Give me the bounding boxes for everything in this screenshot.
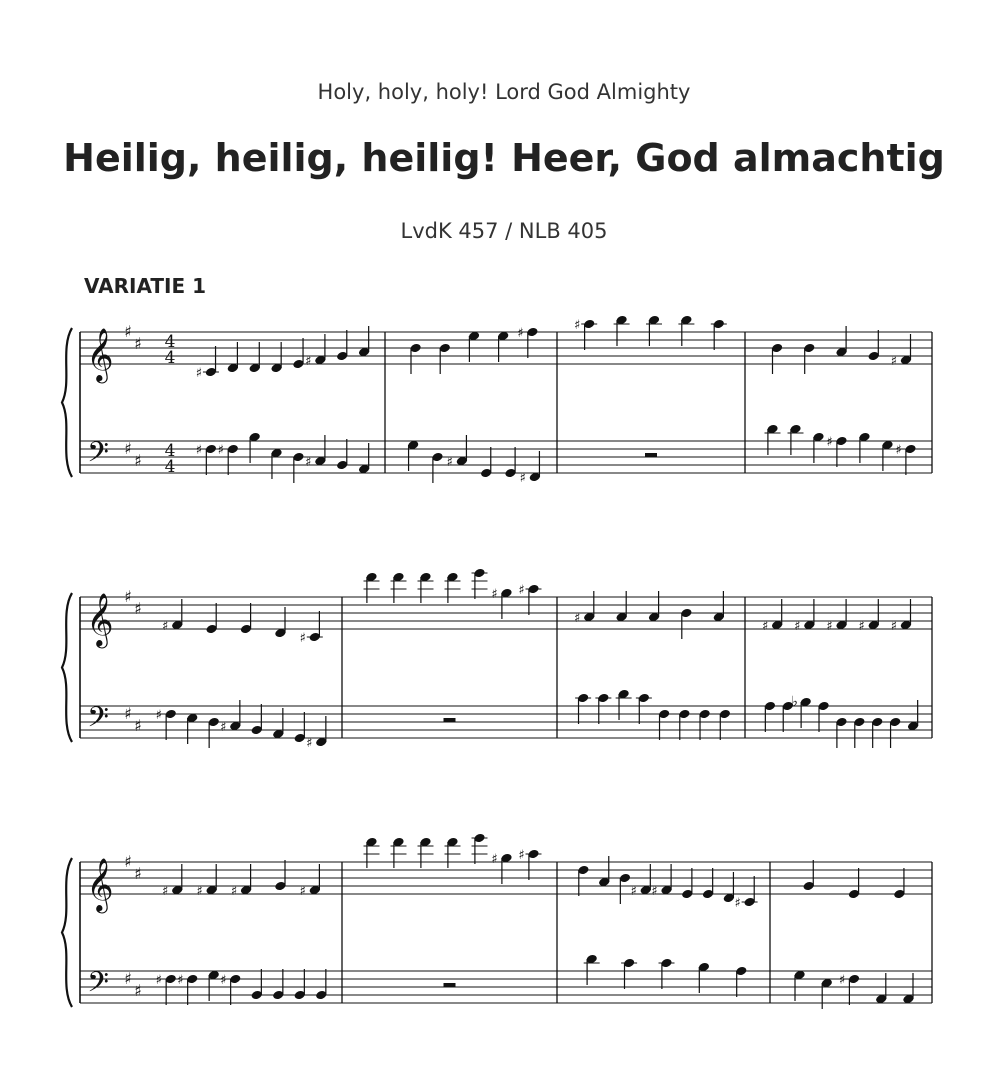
sharp-accidental-icon: ♯ xyxy=(220,720,227,735)
sharp-accidental-icon: ♯ xyxy=(220,973,227,988)
whole-rest xyxy=(444,983,456,987)
sharp-accidental-icon: ♯ xyxy=(195,443,203,458)
sharp-accidental-icon: ♯ xyxy=(519,471,526,486)
time-signature-numerator: 4 xyxy=(164,441,176,461)
key-signature-sharp-icon: ♯ xyxy=(134,599,142,618)
key-signature-sharp-icon: ♯ xyxy=(134,334,142,353)
key-signature-sharp-icon: ♯ xyxy=(134,864,142,883)
sharp-accidental-icon: ♯ xyxy=(651,884,658,899)
key-signature-sharp-icon: ♯ xyxy=(124,587,132,606)
sharp-accidental-icon: ♯ xyxy=(574,318,581,333)
sharp-accidental-icon: ♯ xyxy=(826,435,833,450)
sharp-accidental-icon: ♯ xyxy=(155,973,162,988)
brace xyxy=(62,328,72,477)
brace xyxy=(62,858,72,1007)
treble-clef-icon: 𝄞 xyxy=(86,327,114,381)
sharp-accidental-icon: ♯ xyxy=(491,852,498,867)
sharp-accidental-icon: ♯ xyxy=(890,619,898,634)
time-signature-numerator: 4 xyxy=(164,332,176,352)
sharp-accidental-icon: ♯ xyxy=(306,736,313,751)
key-signature-sharp-icon: ♯ xyxy=(134,716,142,735)
bass-clef-icon: 𝄢 xyxy=(87,701,109,741)
time-signature-denominator: 4 xyxy=(164,348,176,368)
hymn-reference: LvdK 457 / NLB 405 xyxy=(400,219,608,243)
sharp-accidental-icon: ♯ xyxy=(230,884,238,899)
sharp-accidental-icon: ♯ xyxy=(517,326,524,341)
time-signature-denominator: 4 xyxy=(164,457,176,477)
sharp-accidental-icon: ♯ xyxy=(155,708,162,723)
sharp-accidental-icon: ♯ xyxy=(305,354,312,369)
sharp-accidental-icon: ♯ xyxy=(446,455,453,470)
whole-rest xyxy=(645,453,657,457)
sharp-accidental-icon: ♯ xyxy=(761,619,769,634)
brace xyxy=(62,593,72,742)
section-label: VARIATIE 1 xyxy=(84,274,206,298)
sharp-accidental-icon: ♯ xyxy=(838,973,846,988)
sharp-accidental-icon: ♯ xyxy=(794,619,801,634)
hymn-english-title: Holy, holy, holy! Lord God Almighty xyxy=(317,80,691,104)
sharp-accidental-icon: ♯ xyxy=(162,619,169,634)
sharp-accidental-icon: ♯ xyxy=(491,587,498,602)
sharp-accidental-icon: ♯ xyxy=(177,973,184,988)
key-signature-sharp-icon: ♯ xyxy=(124,704,132,723)
bass-clef-icon: 𝄢 xyxy=(87,436,109,476)
sharp-accidental-icon: ♯ xyxy=(518,848,525,863)
sharp-accidental-icon: ♯ xyxy=(895,443,902,458)
treble-clef-icon: 𝄞 xyxy=(86,857,114,911)
key-signature-sharp-icon: ♯ xyxy=(124,852,132,871)
key-signature-sharp-icon: ♯ xyxy=(124,969,132,988)
sharp-accidental-icon: ♯ xyxy=(734,896,741,911)
sharp-accidental-icon: ♯ xyxy=(299,631,306,646)
sharp-accidental-icon: ♯ xyxy=(217,443,224,458)
bass-clef-icon: 𝄢 xyxy=(87,966,109,1006)
sharp-accidental-icon: ♯ xyxy=(299,884,306,899)
flat-accidental-icon: ♭ xyxy=(791,694,799,710)
key-signature-sharp-icon: ♯ xyxy=(124,439,132,458)
sharp-accidental-icon: ♯ xyxy=(890,354,898,369)
hymn-title: Heilig, heilig, heilig! Heer, God almachtig xyxy=(63,136,945,180)
sharp-accidental-icon: ♯ xyxy=(826,619,833,634)
sharp-accidental-icon: ♯ xyxy=(195,366,203,381)
sharp-accidental-icon: ♯ xyxy=(196,884,203,899)
key-signature-sharp-icon: ♯ xyxy=(124,322,132,341)
sharp-accidental-icon: ♯ xyxy=(630,884,637,899)
sharp-accidental-icon: ♯ xyxy=(305,455,312,470)
whole-rest xyxy=(444,718,456,722)
key-signature-sharp-icon: ♯ xyxy=(134,451,142,470)
sharp-accidental-icon: ♯ xyxy=(574,611,581,626)
sharp-accidental-icon: ♯ xyxy=(518,583,525,598)
sharp-accidental-icon: ♯ xyxy=(858,619,865,634)
key-signature-sharp-icon: ♯ xyxy=(134,981,142,1000)
sharp-accidental-icon: ♯ xyxy=(162,884,169,899)
treble-clef-icon: 𝄞 xyxy=(86,592,114,646)
